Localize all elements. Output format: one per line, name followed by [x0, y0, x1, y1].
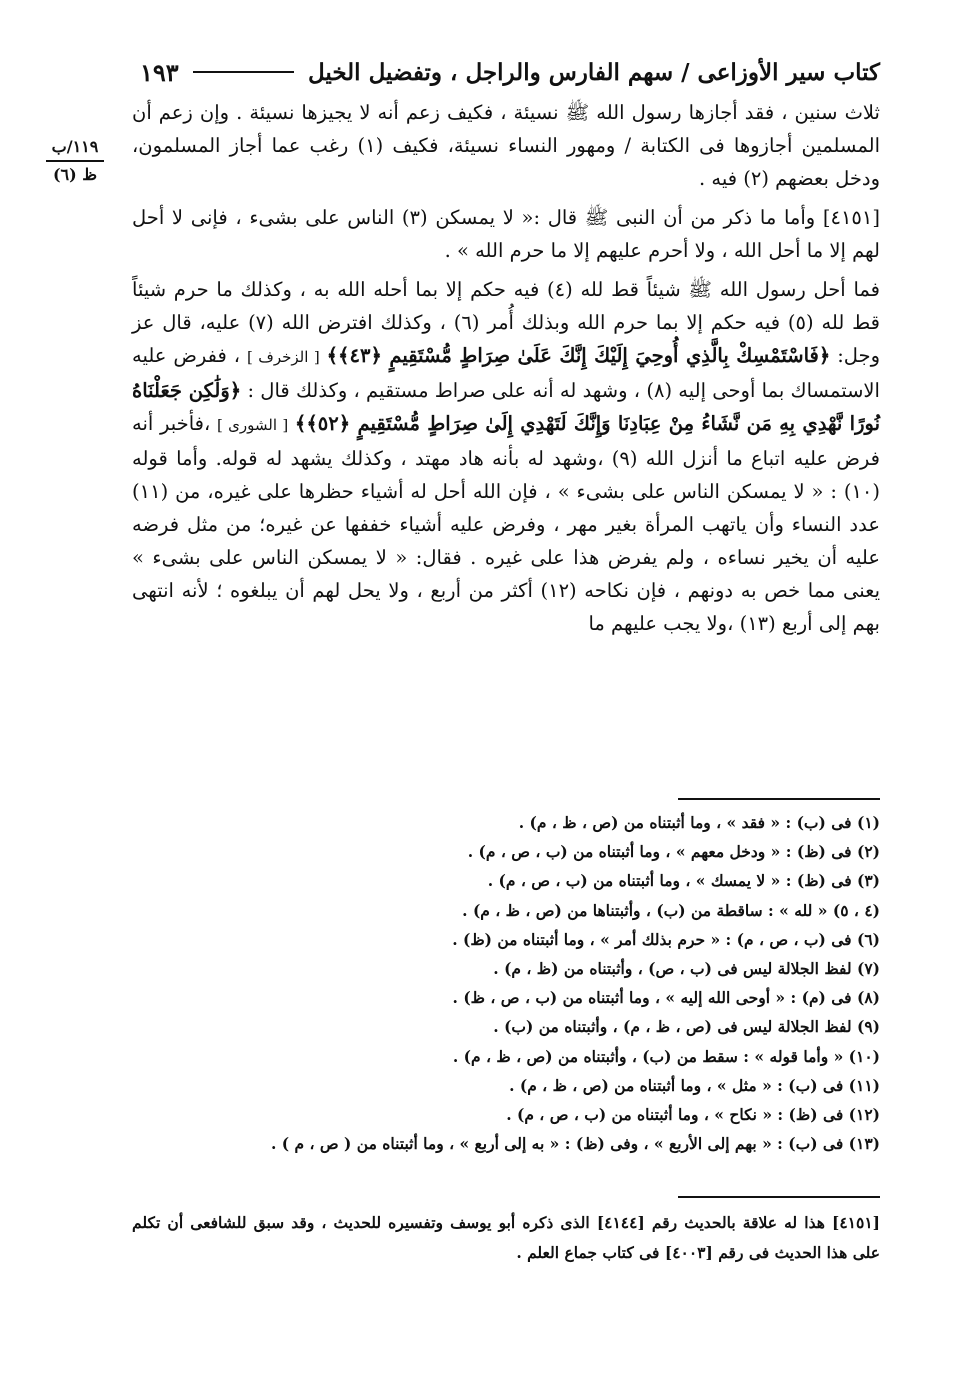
quran-verse-1: ﴿فَاسْتَمْسِكْ بِالَّذِي أُوحِيَ إِلَيْكَ إِنَّكَ عَلَىٰ صِرَاطٍ مُّسْتَقِيمٍ ﴿٤٣﴾﴾ [326, 344, 831, 367]
footnote: (٩) لفظ الجلالة ليس فى (ص ، ظ ، م) ، وأثبتناه من (ب) . [493, 1017, 880, 1037]
paragraph-3 [132, 273, 880, 640]
footnote: (٢) فى (ظ) : « ودخل معهم » ، وما أثبتناه من (ب ، ص ، م) . [467, 842, 880, 862]
footnotes-separator [678, 798, 880, 800]
paragraph-1: ثلاث سنين ، فقد أجازها رسول الله ﷺ نسيئة ، فكيف زعم أنه لا يجيزها نسيئة . وإن زعم أن المسلمين أجازوها فى الكتابة / ومهور النساء نسيئة، فكيف (١) رغب عما أجاز المسلمون، ودخل بعضهم (٢) فيه . [132, 101, 880, 190]
header-rule [193, 71, 294, 73]
footnote: (٦) فى (ب ، ص ، م) : « حرم بذلك أمر » ، وما أثبتناه من (ظ) . [452, 929, 880, 949]
footnote: (٤ ، ٥) « لله » : ساقطة من (ب) ، وأثبتناها من (ص ، ظ ، م) . [462, 900, 880, 920]
footnote: (٨) فى (م) : « أوحى الله إليه » ، وما أثبتناه من (ب ، ص ، ظ) . [452, 988, 880, 1008]
paragraph-3-part-b: ، ففرض عليه الاستمساك بما أوحى إليه (٨) ، وشهد له أنه على صراط مستقيم ، وكذلك قال : [132, 344, 880, 402]
footnote: (١٢) فى (ظ) : « نكاح » ، وما أثبتناه من (ب ، ص ، م) . [506, 1105, 880, 1125]
footnotes [180, 808, 880, 1158]
quran-verse-2: ﴿وَلَٰكِن جَعَلْنَاهُ نُورًا نَّهْدِي بِهِ مَن نَّشَاءُ مِنْ عِبَادِنَا وَإِنَّكَ لَتَهْدِي إِلَىٰ صِرَاطٍ مُّسْتَقِيمٍ ﴿٥٢﴾﴾ [132, 379, 880, 435]
folio-top: ١١٩/ب [51, 137, 99, 156]
paragraph-2: [٤١٥١] وأما ما ذكر من أن النبى ﷺ قال :« لا يمسكن (٣) الناس على بشىء ، فإنى لا أحل لهم إلا ما أحل الله ، ولا أحرم عليهم إلا ما حرم الله » . [132, 206, 880, 262]
editor-commentary: [٤١٥١] هذا له علاقة بالحديث رقم [٤١٤٤] الذى ذكره أبو يوسف وتفسيره للحديث ، وقد سبق للشافعى أن تكلم على هذا الحديث فى رقم [٤٠٠٣] فى كتاب جماع العلم . [132, 1213, 880, 1262]
header-title: كتاب سير الأوزاعى / سهم الفارس والراجل ، وتفضيل الخيل [307, 58, 880, 86]
page-number: ١٩٣ [140, 57, 179, 87]
paragraph-3-part-c: ،فأخبر أنه فرض عليه اتباع ما أنزل الله (٩) ،وشهد له بأنه هاد مهتد ، وكذلك يشهد له قوله. وأما قوله (١٠) : « لا يمسكن الناس على بشىء » ، فإن الله أحل له أشياء حظرها على غيره، من (١١) عدد النساء وأن ياتهب المرأة بغير مهر ، وفرض عليه أشياء خففها عن غيره؛ من مثل فرضه عليه أن يخير نساءه ، ولم يفرض هذا على غيره . فقال: « لا يمسكن الناس على بشىء » يعنى مما خص به دونهم ، فإن نكاحه (١٢) أكثر من أربع ، ولا يحل لهم أن يبلغوه ؛ لأنه انتهى بهم إلى أربع (١٣) ،ولا يجب عليهم ما [132, 412, 880, 635]
footnote: (١) فى (ب) : « فقد » ، وما أثبتناه من (ص ، ظ ، م) . [518, 813, 880, 832]
footnote: (٧) لفظ الجلالة ليس فى (ب ، ص) ، وأثبتناه من (ظ ، م) . [493, 959, 880, 979]
surah-citation-1: [ الزخرف ] [246, 348, 320, 366]
footnote: (١٣) فى (ب) : « بهم إلى الأربع » ، وفى (ظ) : « به إلى أربع » ، وما أثبتناه من ( ص ، م ) . [271, 1134, 880, 1154]
folio-bottom: ظ (٦) [52, 165, 98, 184]
footnote: (٣) فى (ظ) : « لا يمسك » ، وما أثبتناه من (ب ، ص ، م) . [487, 871, 880, 891]
running-header [140, 54, 880, 90]
footnote: (١١) فى (ب) : « مثل » ، وما أثبتناه من (ص ، ظ ، م) . [509, 1075, 880, 1095]
footnote: (١٠) « وأما قوله » : سقط من (ب) ، وأثبتناه من (ص ، ظ ، م) . [452, 1046, 880, 1066]
main-text [132, 96, 880, 640]
surah-citation-2: [ الشورى ] [217, 416, 289, 434]
paragraph-3-part-a: فما أحل رسول الله ﷺ شيئاً قط لله (٤) فيه حكم إلا بما أحله الله به ، وكذلك ما حرم شيئاً قط لله (٥) فيه حكم إلا بما حرم الله وبذلك أُمر (٦) ، وكذلك افترض الله (٧) عليه، قال عز وجل: [132, 278, 881, 367]
folio-divider [46, 160, 104, 162]
manuscript-folio-note [40, 136, 110, 186]
commentary-separator [678, 1196, 880, 1198]
